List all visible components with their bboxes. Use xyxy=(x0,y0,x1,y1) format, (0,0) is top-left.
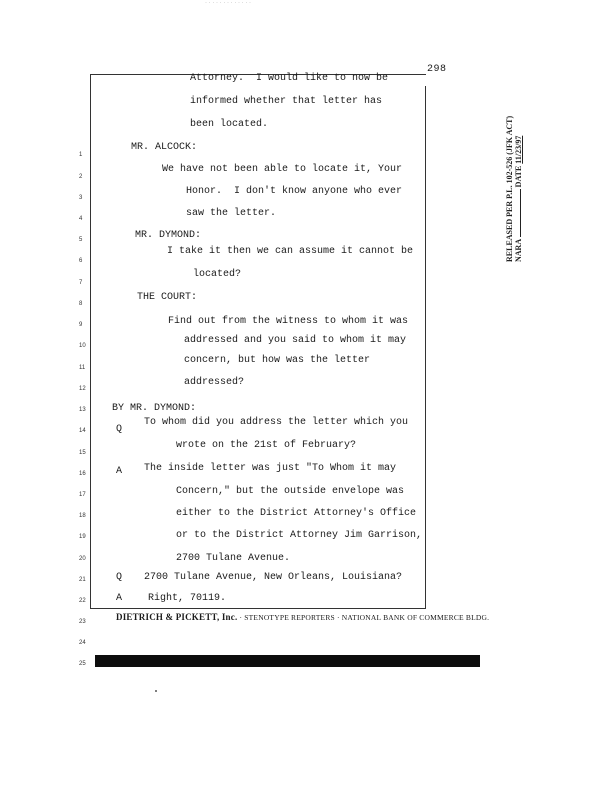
line-number: 20 xyxy=(79,556,86,562)
transcript-line: 2700 Tulane Avenue, New Orleans, Louisiana? xyxy=(144,572,403,583)
release-stamp xyxy=(505,116,523,262)
footer-separator: · xyxy=(337,613,340,622)
transcript-line: informed whether that letter has xyxy=(190,96,383,107)
answer-marker: A xyxy=(116,593,123,604)
transcript-line: Right, 70119. xyxy=(148,593,227,604)
signature-line xyxy=(520,189,521,237)
top-scan-smudge: · · · · · · · · · · · · · xyxy=(205,0,251,6)
speaker-label: MR. DYMOND: xyxy=(135,230,202,241)
line-number: 15 xyxy=(79,450,86,456)
line-number: 24 xyxy=(79,640,86,646)
line-number: 2 xyxy=(79,174,83,180)
speaker-label: BY MR. DYMOND: xyxy=(112,403,197,414)
transcript-line: concern, but how was the letter xyxy=(184,355,371,366)
transcript-line: We have not been able to locate it, Your xyxy=(162,164,403,175)
line-number: 13 xyxy=(79,407,86,413)
line-number: 25 xyxy=(79,661,86,667)
scan-speck xyxy=(155,690,157,692)
transcript-line: or to the District Attorney Jim Garrison, xyxy=(176,530,423,541)
transcript-line: I take it then we can assume it cannot be xyxy=(167,246,414,257)
transcript-line: addressed? xyxy=(184,377,245,388)
release-stamp-line: RELEASED PER P.L. 102-526 (JFK ACT) xyxy=(505,115,514,262)
line-number: 16 xyxy=(79,471,86,477)
line-number: 1 xyxy=(79,152,83,158)
transcript-line: Concern," but the outside envelope was xyxy=(176,486,405,497)
line-number: 14 xyxy=(79,428,86,434)
transcript-line: Find out from the witness to whom it was xyxy=(168,316,409,327)
line-number: 3 xyxy=(79,195,83,201)
line-number: 19 xyxy=(79,534,86,540)
line-number: 21 xyxy=(79,577,86,583)
line-number: 7 xyxy=(79,280,83,286)
release-date: 11/23/97 xyxy=(514,135,523,164)
line-number: 4 xyxy=(79,216,83,222)
speaker-label: THE COURT: xyxy=(137,292,198,303)
line-number: 8 xyxy=(79,301,83,307)
question-marker: Q xyxy=(116,572,123,583)
line-number: 10 xyxy=(79,343,86,349)
scan-edge-bar xyxy=(95,655,480,667)
footer-role: STENOTYPE REPORTERS xyxy=(244,613,335,622)
transcript-line: saw the letter. xyxy=(186,208,277,219)
speaker-label: MR. ALCOCK: xyxy=(131,142,198,153)
transcript-line: The inside letter was just "To Whom it may xyxy=(144,463,397,474)
line-number: 11 xyxy=(79,365,86,371)
transcript-line: been located. xyxy=(190,119,269,130)
footer-address: NATIONAL BANK OF COMMERCE BLDG. xyxy=(341,613,490,622)
transcript-line: To whom did you address the letter which you xyxy=(144,417,409,428)
page-frame-left xyxy=(90,74,91,609)
line-number: 22 xyxy=(79,598,86,604)
transcript-line: located? xyxy=(193,269,242,280)
line-number: 9 xyxy=(79,322,83,328)
transcript-line: Honor. I don't know anyone who ever xyxy=(186,186,403,197)
question-marker: Q xyxy=(116,424,123,435)
transcript-line: Attorney. I would like to now be xyxy=(190,73,389,84)
line-number: 18 xyxy=(79,513,86,519)
transcript-line: addressed and you said to whom it may xyxy=(184,335,407,346)
transcript-line: 2700 Tulane Avenue. xyxy=(176,553,291,564)
page-number: 298 xyxy=(427,64,447,75)
line-number: 5 xyxy=(79,237,83,243)
line-number: 12 xyxy=(79,386,86,392)
line-number: 17 xyxy=(79,492,86,498)
page-frame-bottom xyxy=(90,608,426,609)
transcript-line: wrote on the 21st of February? xyxy=(176,440,357,451)
page-frame-right xyxy=(425,86,426,608)
line-number: 23 xyxy=(79,619,86,625)
footer-separator: · xyxy=(239,613,243,622)
line-number: 6 xyxy=(79,258,83,264)
release-stamp-nara: NARA DATE 11/23/97 xyxy=(514,135,523,262)
firm-name: DIETRICH & PICKETT, Inc. xyxy=(116,612,238,622)
reporter-footer xyxy=(116,612,489,622)
transcript-line: either to the District Attorney's Office xyxy=(176,508,417,519)
answer-marker: A xyxy=(116,466,123,477)
